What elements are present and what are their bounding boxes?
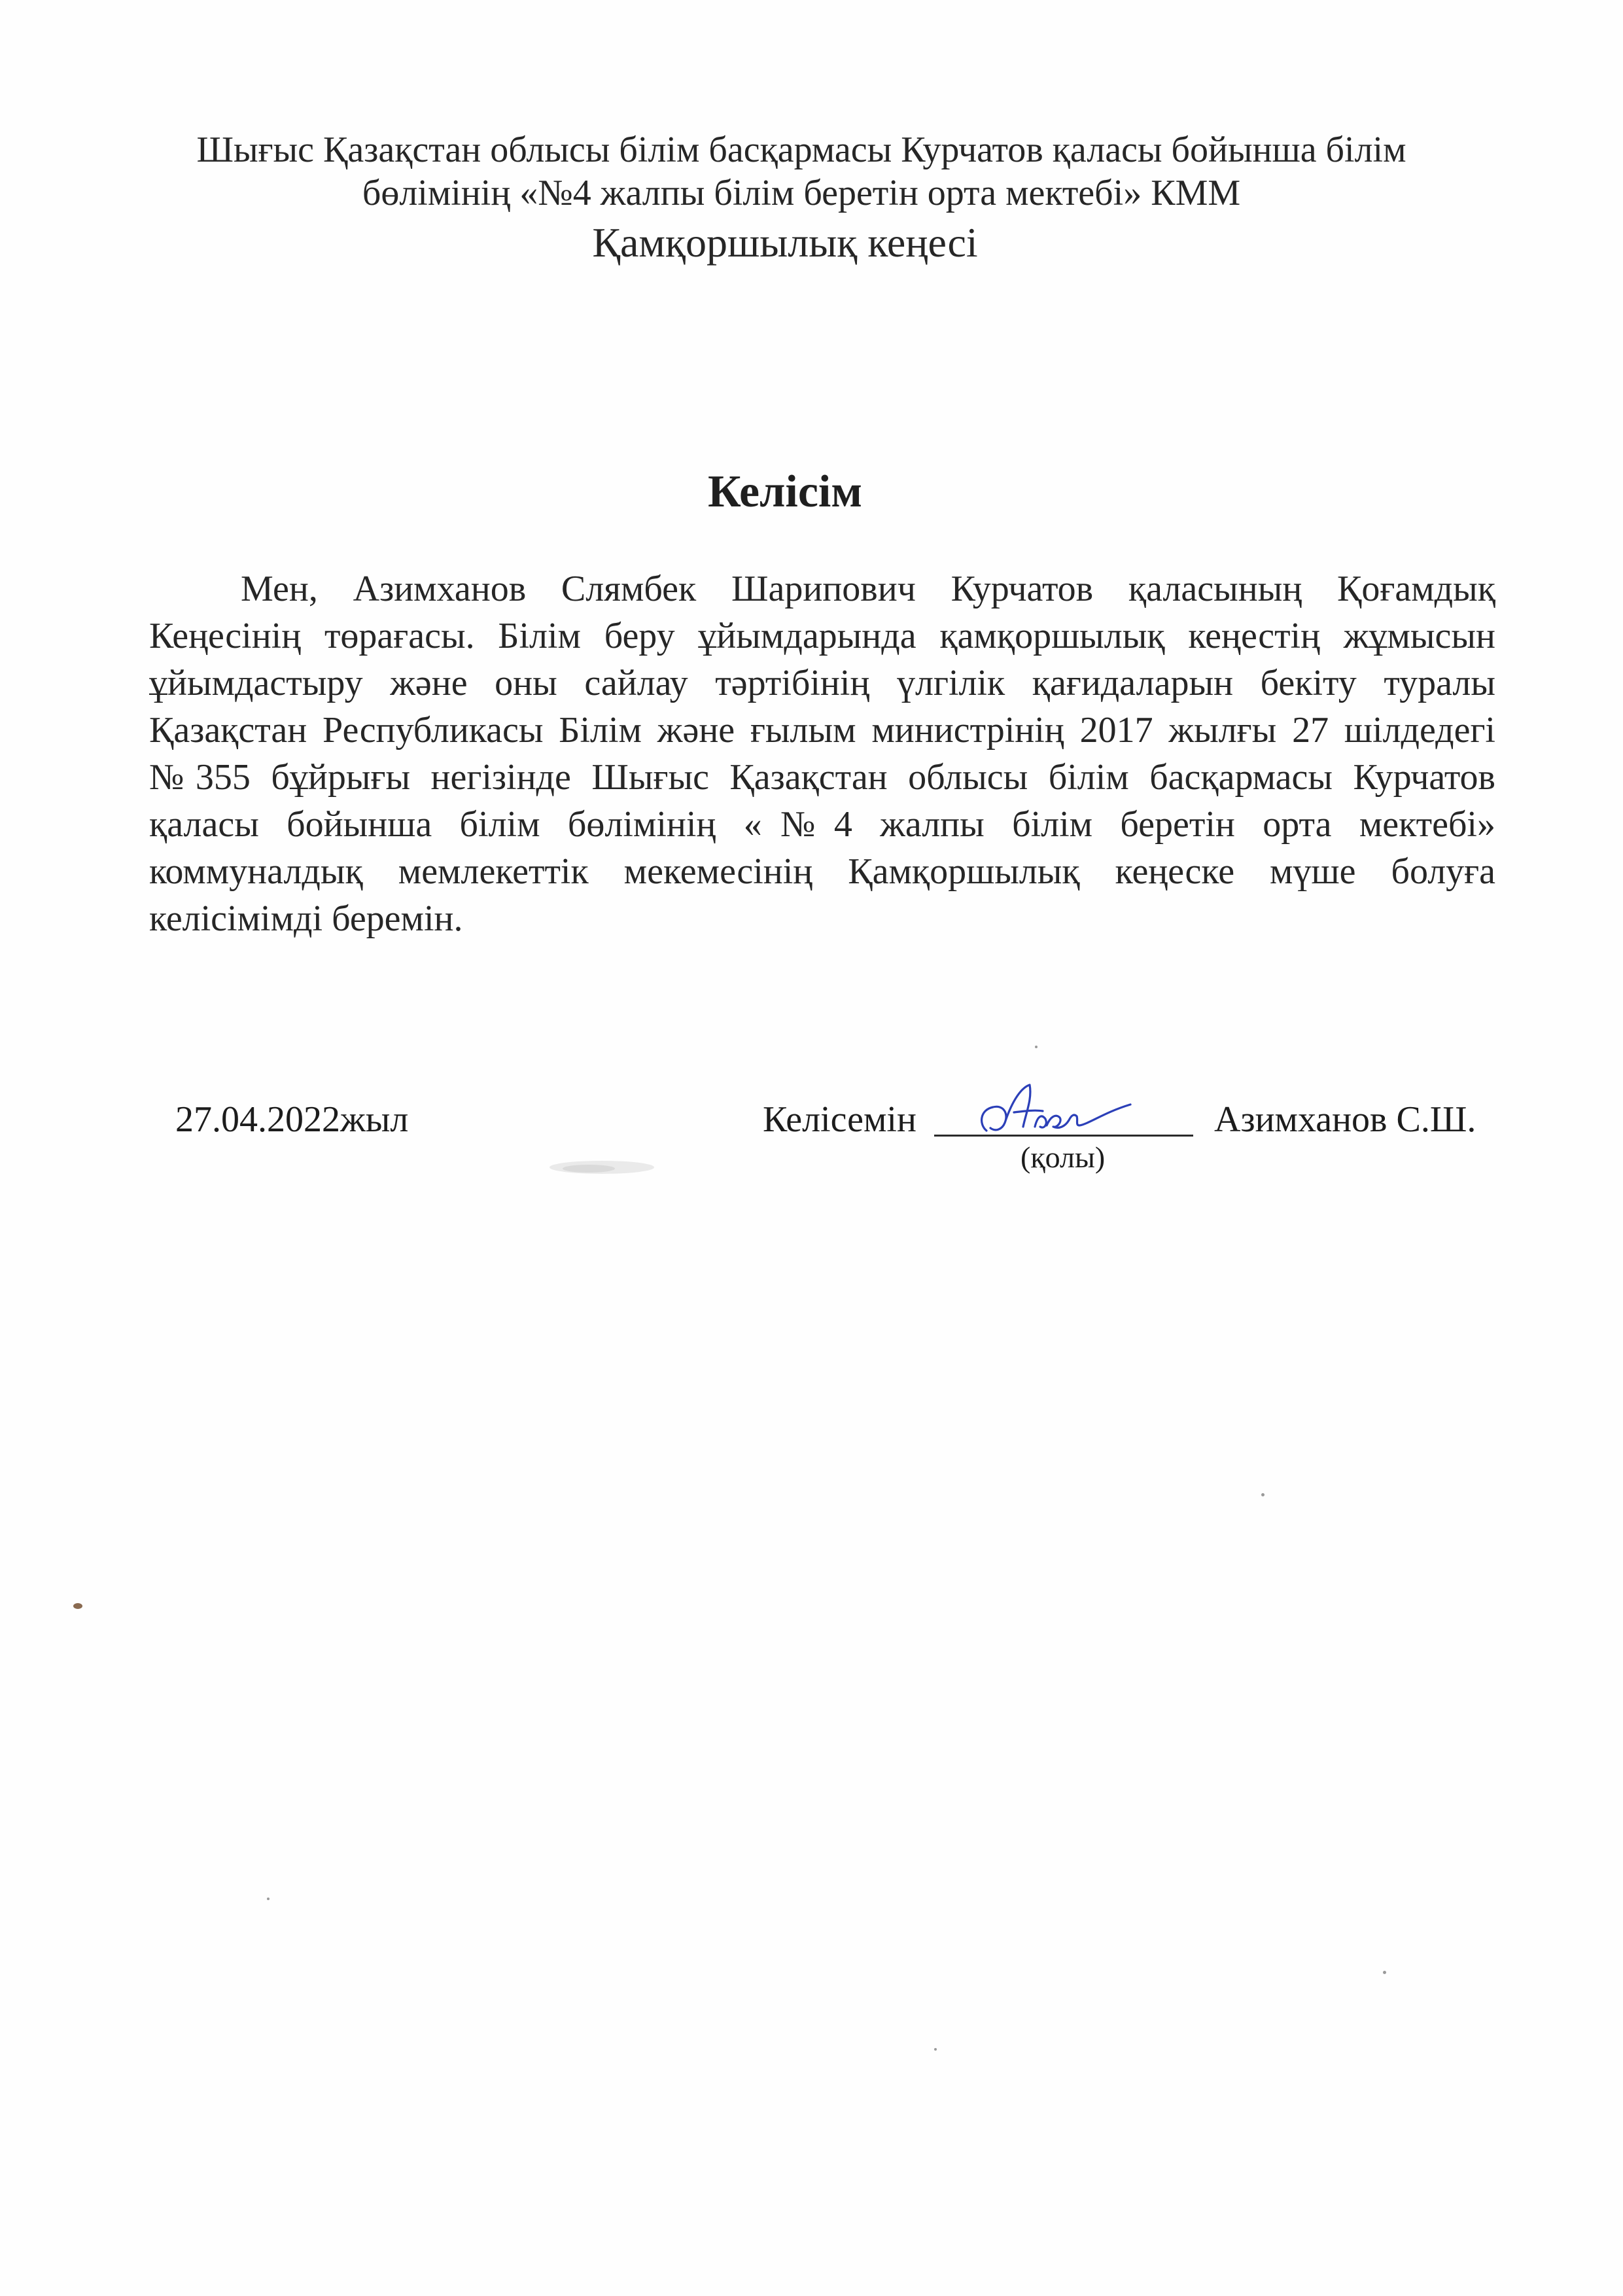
scan-speck <box>1261 1493 1265 1496</box>
scan-speck <box>73 1603 82 1609</box>
organization-line-2: бөлімінің «№4 жалпы білім беретін орта мектебі» КММ <box>362 173 1241 213</box>
paragraph-line: келісімімді беремін. <box>149 898 463 939</box>
organization-line-1: Шығыс Қазақстан облысы білім басқармасы Курчатов қаласы бойынша білім <box>196 130 1406 170</box>
organization-header <box>150 128 1452 215</box>
paragraph-line: ұйымдастыру және оны сайлау тәртібінің үлгілік қағидаларын бекіту туралы <box>149 663 1495 703</box>
paragraph-line: Кеңесінің төрағасы. Білім беру ұйымдарында қамқоршылық кеңестің жұмысын <box>149 616 1495 656</box>
agree-label: Келісемін <box>763 1099 916 1140</box>
consent-paragraph <box>149 565 1495 942</box>
document-date: 27.04.2022жыл <box>175 1099 409 1140</box>
paragraph-line: №355 бұйрығы негізінде Шығыс Қазақстан облысы білім басқармасы Курчатов <box>149 757 1495 798</box>
scan-speck <box>1383 1971 1386 1974</box>
paragraph-line: қаласы бойынша білім бөлімінің «№4 жалпы білім беретін орта мектебі» <box>149 804 1495 845</box>
paragraph-line: Мен, Азимханов Слямбек Шарипович Курчатов қаласының Қоғамдық <box>241 569 1495 609</box>
document-title: Келісім <box>707 467 863 517</box>
signatory-name: Азимханов С.Ш. <box>1214 1099 1476 1140</box>
scan-speck <box>267 1898 270 1900</box>
scan-speck <box>1035 1046 1038 1048</box>
signature-caption: (қолы) <box>1021 1140 1106 1174</box>
paragraph-line: коммуналдық мемлекеттік мекемесінің Қамқоршылық кеңеске мүше болуға <box>149 851 1495 892</box>
paragraph-line: Қазақстан Республикасы Білім және ғылым министрінің 2017 жылғы 27 шілдедегі <box>149 710 1495 751</box>
scan-smudge <box>543 1153 661 1179</box>
handwritten-signature <box>967 1073 1137 1145</box>
scan-speck <box>934 2048 937 2051</box>
council-name: Қамқоршылық кеңесі <box>592 219 978 266</box>
